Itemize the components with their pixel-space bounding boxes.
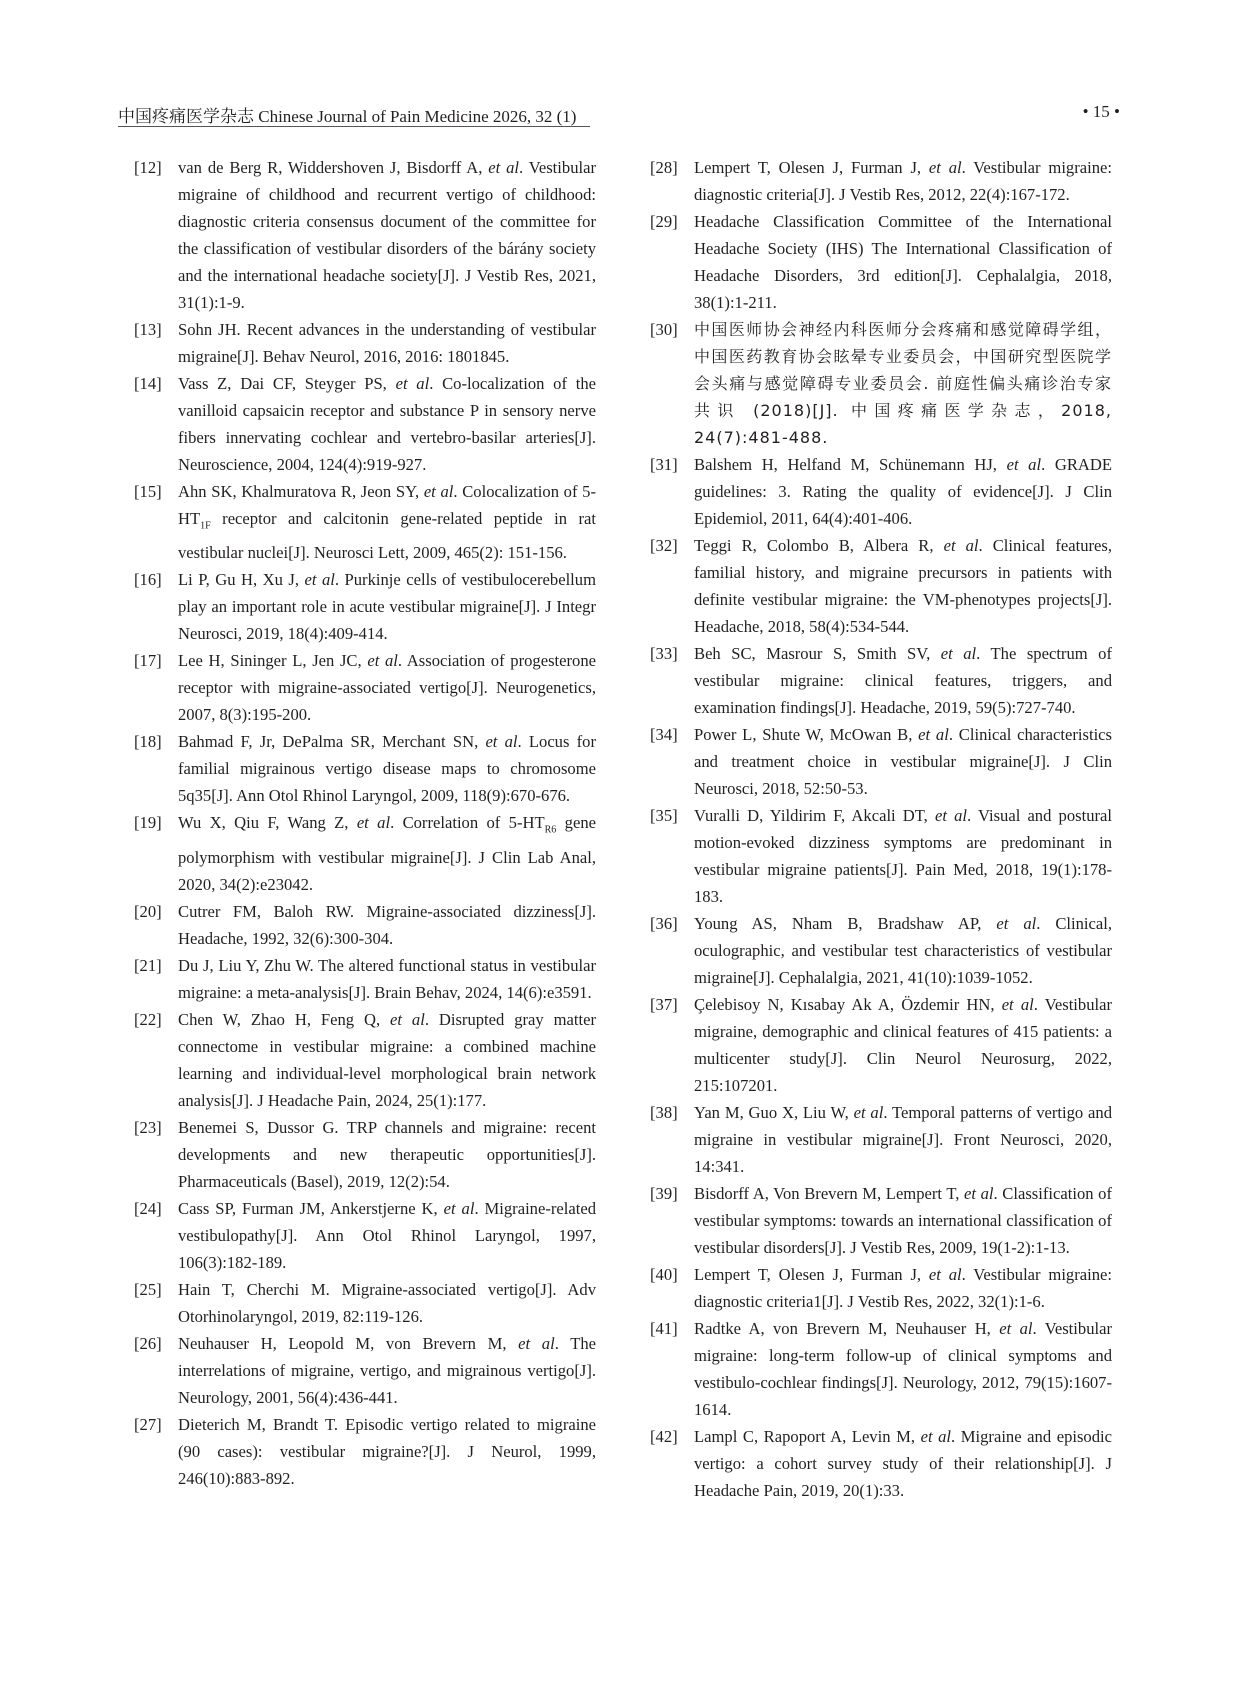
reference-number: [20] — [134, 901, 162, 921]
reference-item — [134, 1330, 596, 1411]
reference-number: [14] — [134, 374, 162, 393]
reference-text: 中国医师协会神经内科医师分会疼痛和感觉障碍学组，中国医药教育协会眩晕专业委员会，中国研究型医院学会头痛与感觉障碍专业委员会. 前庭性偏头痛诊治专家共识 (2018)[J]. 中国疼痛医学杂志，2018, 24(7):481-488. — [694, 320, 1112, 447]
reference-item — [134, 1195, 596, 1276]
reference-text: Hain T, Cherchi M. Migraine-associated vertigo[J]. Adv Otorhinolaryngol, 2019, 82:119-126. — [178, 1279, 596, 1326]
reference-number: [32] — [650, 536, 678, 555]
reference-item — [650, 640, 1112, 721]
reference-text: Power L, Shute W, McOwan B, et al. Clinical characteristics and treatment choice in vestibular migraine[J]. J Clin Neurosci, 2018, 52:50-53. — [694, 725, 1112, 798]
reference-item — [650, 154, 1112, 208]
reference-text: Li P, Gu H, Xu J, et al. Purkinje cells of vestibulocerebellum play an important role in acute vestibular migraine[J]. J Integr Neurosci, 2019, 18(4):409-414. — [178, 570, 596, 644]
reference-column-right — [650, 154, 1112, 1504]
reference-number: [33] — [650, 644, 678, 663]
reference-item — [650, 1423, 1112, 1504]
reference-number: [41] — [650, 1319, 678, 1338]
reference-text: Lampl C, Rapoport A, Levin M, et al. Migraine and episodic vertigo: a cohort survey study of their relationship[J]. J Headache Pain, 2019, 20(1):33. — [694, 1427, 1113, 1500]
reference-item — [650, 1315, 1112, 1423]
reference-item — [134, 898, 596, 952]
reference-text: Du J, Liu Y, Zhu W. The altered functional status in vestibular migraine: a meta-analysis[J]. Brain Behav, 2024, 14(6):e3591. — [178, 955, 596, 1002]
reference-column-left — [134, 154, 596, 1492]
reference-number: [36] — [650, 914, 678, 933]
journal-citation: 中国疼痛医学杂志 Chinese Journal of Pain Medicine 2026, 32 (1) — [118, 107, 577, 126]
running-header — [118, 100, 1120, 126]
reference-text: Wu X, Qiu F, Wang Z, et al. Correlation of $5-HT_{R6}$ gene polymorphism with vestibular migraine[J]. J Clin Lab Anal, 2020, 34(2):e23042. — [178, 813, 596, 894]
header-rule — [118, 126, 590, 127]
reference-item — [650, 1180, 1112, 1261]
reference-text: Chen W, Zhao H, Feng Q, et al. Disrupted gray matter connectome in vestibular migraine: a combined machine learning and individual-level morphological brain network analysis[J]. J Headache Pain, 2024, 25(1):177. — [178, 1009, 597, 1110]
reference-text: Beh SC, Masrour S, Smith SV, et al. The spectrum of vestibular migraine: clinical features, triggers, and examination findings[J]. Headache, 2019, 59(5):727-740. — [694, 644, 1112, 717]
reference-number: [23] — [134, 1117, 162, 1137]
reference-text: Benemei S, Dussor G. TRP channels and migraine: recent developments and new therapeutic opportunities[J]. Pharmaceuticals (Basel), 2019, 12(2):54. — [178, 1117, 596, 1191]
reference-item — [134, 809, 596, 897]
reference-item — [650, 208, 1112, 316]
reference-number: [21] — [134, 955, 162, 975]
reference-item — [650, 991, 1112, 1099]
reference-number: [35] — [650, 806, 678, 825]
reference-number: [12] — [134, 158, 162, 177]
reference-text: Lempert T, Olesen J, Furman J, et al. Vestibular migraine: diagnostic criteria[J]. J Vestib Res, 2012, 22(4):167-172. — [694, 158, 1112, 204]
reference-item — [134, 1411, 596, 1492]
reference-item — [134, 1276, 596, 1330]
reference-number: [15] — [134, 482, 162, 501]
reference-number: [13] — [134, 320, 162, 339]
reference-item — [134, 1006, 596, 1114]
reference-text: Lempert T, Olesen J, Furman J, et al. Vestibular migraine: diagnostic criteria1[J]. J Vestib Res, 2022, 32(1):1-6. — [694, 1265, 1112, 1311]
reference-text: Cass SP, Furman JM, Ankerstjerne K, et al. Migraine-related vestibulopathy[J]. Ann Otol Rhinol Laryngol, 1997, 106(3):182-189. — [178, 1198, 597, 1272]
reference-item — [134, 154, 596, 316]
reference-text: Balshem H, Helfand M, Schünemann HJ, et al. GRADE guidelines: 3. Rating the quality of evidence[J]. J Clin Epidemiol, 2011, 64(4):401-406. — [694, 455, 1113, 528]
reference-item — [134, 478, 596, 566]
reference-number: [24] — [134, 1198, 162, 1218]
reference-text: Cutrer FM, Baloh RW. Migraine-associated dizziness[J]. Headache, 1992, 32(6):300-304. — [178, 901, 596, 948]
reference-number: [42] — [650, 1427, 678, 1446]
reference-number: [27] — [134, 1414, 162, 1434]
reference-number: [25] — [134, 1279, 162, 1299]
reference-item — [650, 451, 1112, 532]
reference-text: Young AS, Nham B, Bradshaw AP, et al. Clinical, oculographic, and vestibular test characteristics of vestibular migraine[J]. Cephalalgia, 2021, 41(10):1039-1052. — [694, 914, 1113, 987]
reference-text: Radtke A, von Brevern M, Neuhauser H, et al. Vestibular migraine: long-term follow-up of clinical symptoms and vestibulo-cochlear findings[J]. Neurology, 2012, 79(15):1607-1614. — [694, 1319, 1112, 1419]
reference-item — [134, 316, 596, 370]
reference-text: van de Berg R, Widdershoven J, Bisdorff A, et al. Vestibular migraine of childhood and recurrent vertigo of childhood: diagnostic criteria consensus document of the committee for the classification of vestibular disorders of the bárány society and the international headache society[J]. J Vestib Res, 2021, 31(1):1-9. — [178, 158, 597, 312]
reference-item — [650, 910, 1112, 991]
reference-number: [22] — [134, 1009, 162, 1029]
reference-text: Yan M, Guo X, Liu W, et al. Temporal patterns of vertigo and migraine in vestibular migraine[J]. Front Neurosci, 2020, 14:341. — [694, 1103, 1113, 1176]
reference-text: Ahn SK, Khalmuratova R, Jeon SY, et al. Colocalization of $5-HT_{1F}$ receptor and calcitonin gene-related peptide in rat vestibular nuclei[J]. Neurosci Lett, 2009, 465(2): 151-156. — [178, 482, 597, 563]
reference-item — [650, 1261, 1112, 1315]
reference-number: [37] — [650, 995, 678, 1014]
reference-number: [28] — [650, 158, 678, 177]
reference-number: [18] — [134, 732, 162, 752]
reference-number: [31] — [650, 455, 678, 474]
page-number: • 15 • — [1082, 102, 1120, 121]
reference-number: [39] — [650, 1184, 678, 1203]
reference-number: [34] — [650, 725, 678, 744]
reference-number: [16] — [134, 570, 162, 590]
reference-number: [30] — [650, 320, 678, 339]
reference-item — [134, 647, 596, 728]
reference-text: Vuralli D, Yildirim F, Akcali DT, et al. Visual and postural motion-evoked dizziness symptoms are predominant in vestibular migraine patients[J]. Pain Med, 2018, 19(1):178-183. — [694, 806, 1112, 906]
reference-text: Headache Classification Committee of the International Headache Society (IHS) The International Classification of Headache Disorders, 3rd edition[J]. Cephalalgia, 2018, 38(1):1-211. — [694, 212, 1112, 312]
reference-number: [29] — [650, 212, 678, 231]
reference-item — [134, 1114, 596, 1195]
reference-item — [650, 802, 1112, 910]
reference-number: [38] — [650, 1103, 678, 1122]
reference-number: [19] — [134, 813, 162, 833]
reference-number: [17] — [134, 651, 162, 671]
reference-text: Sohn JH. Recent advances in the understanding of vestibular migraine[J]. Behav Neurol, 2016, 2016: 1801845. — [178, 320, 596, 366]
reference-text: Bisdorff A, Von Brevern M, Lempert T, et al. Classification of vestibular symptoms: towards an international classification of vestibular disorders[J]. J Vestib Res, 2009, 19(1-2):1-13. — [694, 1184, 1112, 1257]
reference-text: Çelebisoy N, Kısabay Ak A, Özdemir HN, et al. Vestibular migraine, demographic and clinical features of 415 patients: a multicenter study[J]. Clin Neurol Neurosurg, 2022, 215:107201. — [694, 995, 1113, 1095]
reference-item — [650, 1099, 1112, 1180]
reference-item — [650, 316, 1112, 451]
reference-text: Neuhauser H, Leopold M, von Brevern M, et al. The interrelations of migraine, vertigo, and migrainous vertigo[J]. Neurology, 2001, 56(4):436-441. — [178, 1333, 596, 1407]
reference-text: Dieterich M, Brandt T. Episodic vertigo related to migraine (90 cases): vestibular migraine?[J]. J Neurol, 1999, 246(10):883-892. — [178, 1414, 596, 1488]
reference-item — [134, 370, 596, 478]
reference-text: Teggi R, Colombo B, Albera R, et al. Clinical features, familial history, and migraine precursors in patients with definite vestibular migraine: the VM-phenotypes projects[J]. Headache, 2018, 58(4):534-544. — [694, 536, 1112, 636]
reference-text: Vass Z, Dai CF, Steyger PS, et al. Co-localization of the vanilloid capsaicin receptor and substance P in sensory nerve fibers innervating cochlear and vertebro-basilar arteries[J]. Neuroscience, 2004, 124(4):919-927. — [178, 374, 597, 474]
reference-item — [134, 952, 596, 1006]
reference-item — [134, 728, 596, 809]
reference-number: [40] — [650, 1265, 678, 1284]
reference-number: [26] — [134, 1333, 162, 1353]
reference-text: Bahmad F, Jr, DePalma SR, Merchant SN, et al. Locus for familial migrainous vertigo disease maps to chromosome 5q35[J]. Ann Otol Rhinol Laryngol, 2009, 118(9):670-676. — [178, 732, 596, 806]
reference-text: Lee H, Sininger L, Jen JC, et al. Association of progesterone receptor with migraine-associated vertigo[J]. Neurogenetics, 2007, 8(3):195-200. — [178, 651, 597, 725]
reference-item — [650, 721, 1112, 802]
reference-item — [134, 566, 596, 647]
reference-item — [650, 532, 1112, 640]
